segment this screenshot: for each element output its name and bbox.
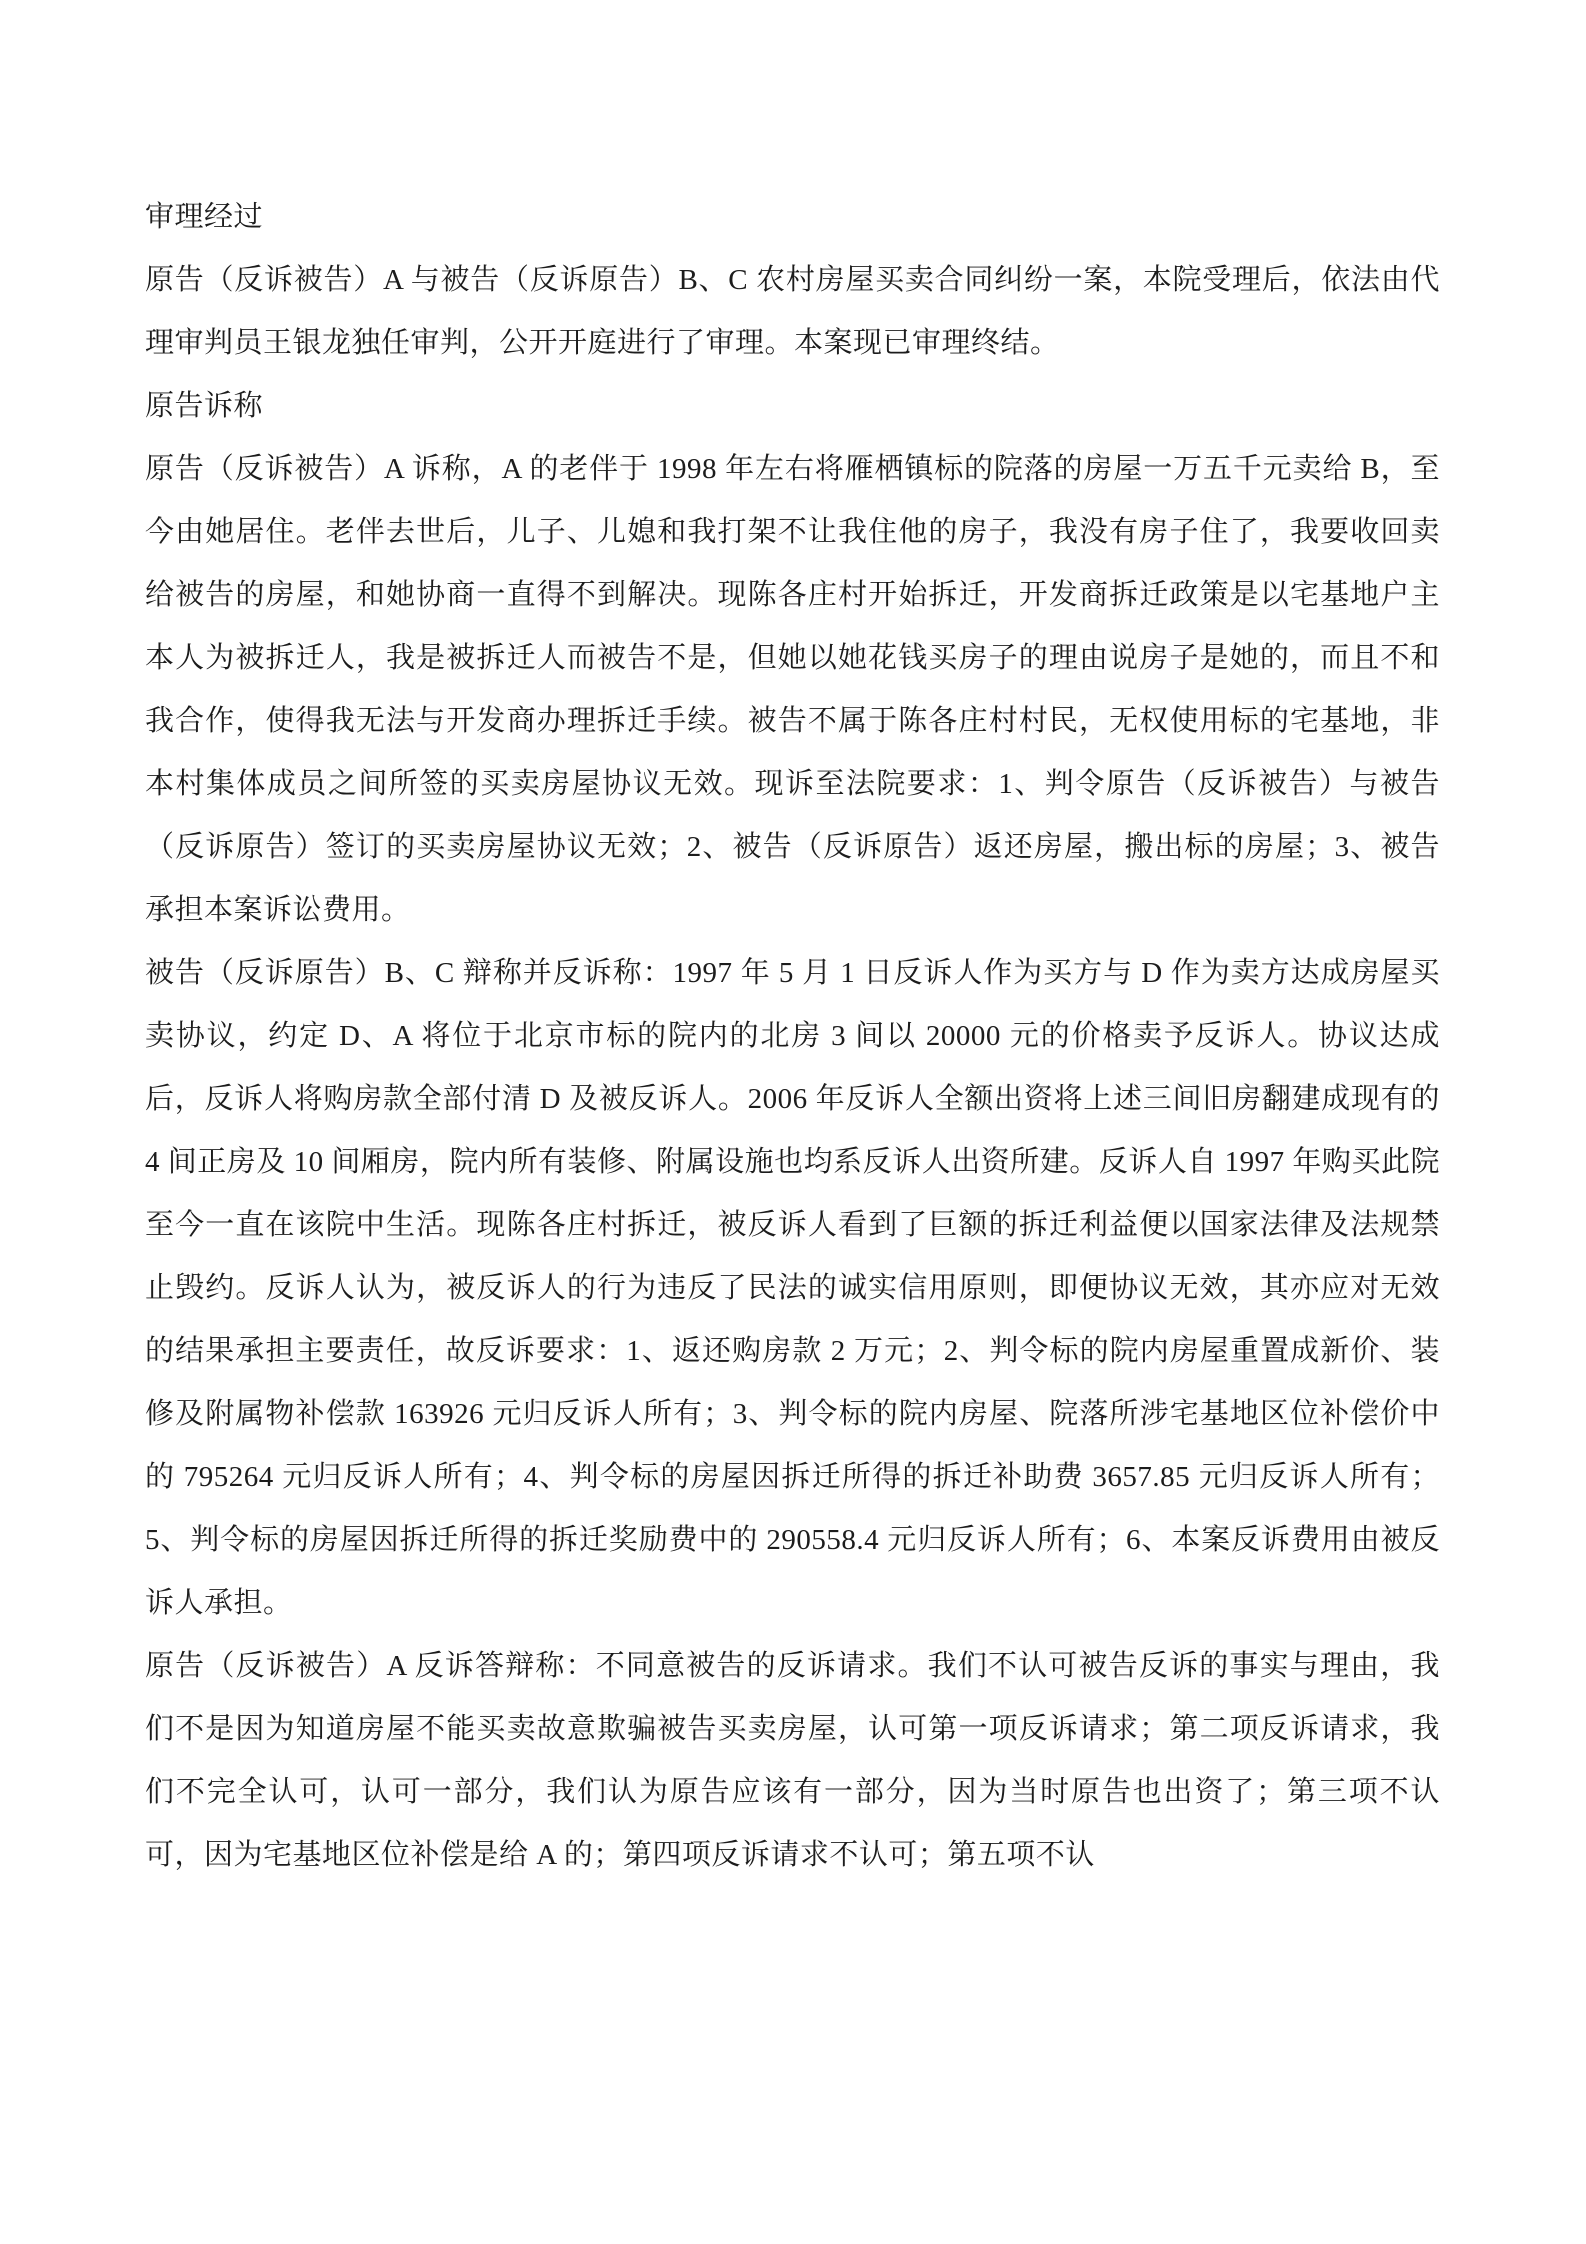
- para-plaintiff-statement: 原告（反诉被告）A 诉称，A 的老伴于 1998 年左右将雁栖镇标的院落的房屋一万五千元卖给 B，至今由她居住。老伴去世后，儿子、儿媳和我打架不让我住他的房子，我没有房子住了，我要收回卖给被告的房屋，和她协商一直得不到解决。现陈各庄村开始拆迁，开发商拆迁政策是以宅基地户主本人为被拆迁人，我是被拆迁人而被告不是，但她以她花钱买房子的理由说房子是她的，而且不和我合作，使得我无法与开发商办理拆迁手续。被告不属于陈各庄村村民，无权使用标的宅基地，非本村集体成员之间所签的买卖房屋协议无效。现诉至法院要求：1、判令原告（反诉被告）与被告（反诉原告）签订的买卖房屋协议无效；2、被告（反诉原告）返还房屋，搬出标的房屋；3、被告承担本案诉讼费用。: [145, 453, 1440, 926]
- para-defendant-counterclaim: 被告（反诉原告）B、C 辩称并反诉称：1997 年 5 月 1 日反诉人作为买方与 D 作为卖方达成房屋买卖协议，约定 D、A 将位于北京市标的院内的北房 3 间以 20000 元的价格卖予反诉人。协议达成后，反诉人将购房款全部付清 D 及被反诉人。2006 年反诉人全额出资将上述三间旧房翻建成现有的 4 间正房及 10 间厢房，院内所有装修、附属设施也均系反诉人出资所建。反诉人自 1997 年购买此院至今一直在该院中生活。现陈各庄村拆迁，被反诉人看到了巨额的拆迁利益便以国家法律及法规禁止毁约。反诉人认为，被反诉人的行为违反了民法的诚实信用原则，即便协议无效，其亦应对无效的结果承担主要责任，故反诉要求：1、返还购房款 2 万元；2、判令标的院内房屋重置成新价、装修及附属物补偿款 163926 元归反诉人所有；3、判令标的院内房屋、院落所涉宅基地区位补偿价中的 795264 元归反诉人所有；4、判令标的房屋因拆迁所得的拆迁补助费 3657.85 元归反诉人所有；5、判令标的房屋因拆迁所得的拆迁奖励费中的 290558.4 元归反诉人所有；6、本案反诉费用由被反诉人承担。: [145, 957, 1440, 1619]
- section-heading-trial-process: 审理经过: [145, 201, 264, 233]
- para-plaintiff-counterclaim-reply: 原告（反诉被告）A 反诉答辩称：不同意被告的反诉请求。我们不认可被告反诉的事实与理由，我们不是因为知道房屋不能买卖故意欺骗被告买卖房屋，认可第一项反诉请求；第二项反诉请求，我们不完全认可，认可一部分，我们认为原告应该有一部分，因为当时原告也出资了；第三项不认可，因为宅基地区位补偿是给 A 的；第四项反诉请求不认可；第五项不认: [145, 1650, 1440, 1871]
- para-case-acceptance: 原告（反诉被告）A 与被告（反诉原告）B、C 农村房屋买卖合同纠纷一案，本院受理后，依法由代理审判员王银龙独任审判，公开开庭进行了审理。本案现已审理终结。: [145, 264, 1440, 359]
- section-heading-plaintiff-claims: 原告诉称: [145, 390, 264, 422]
